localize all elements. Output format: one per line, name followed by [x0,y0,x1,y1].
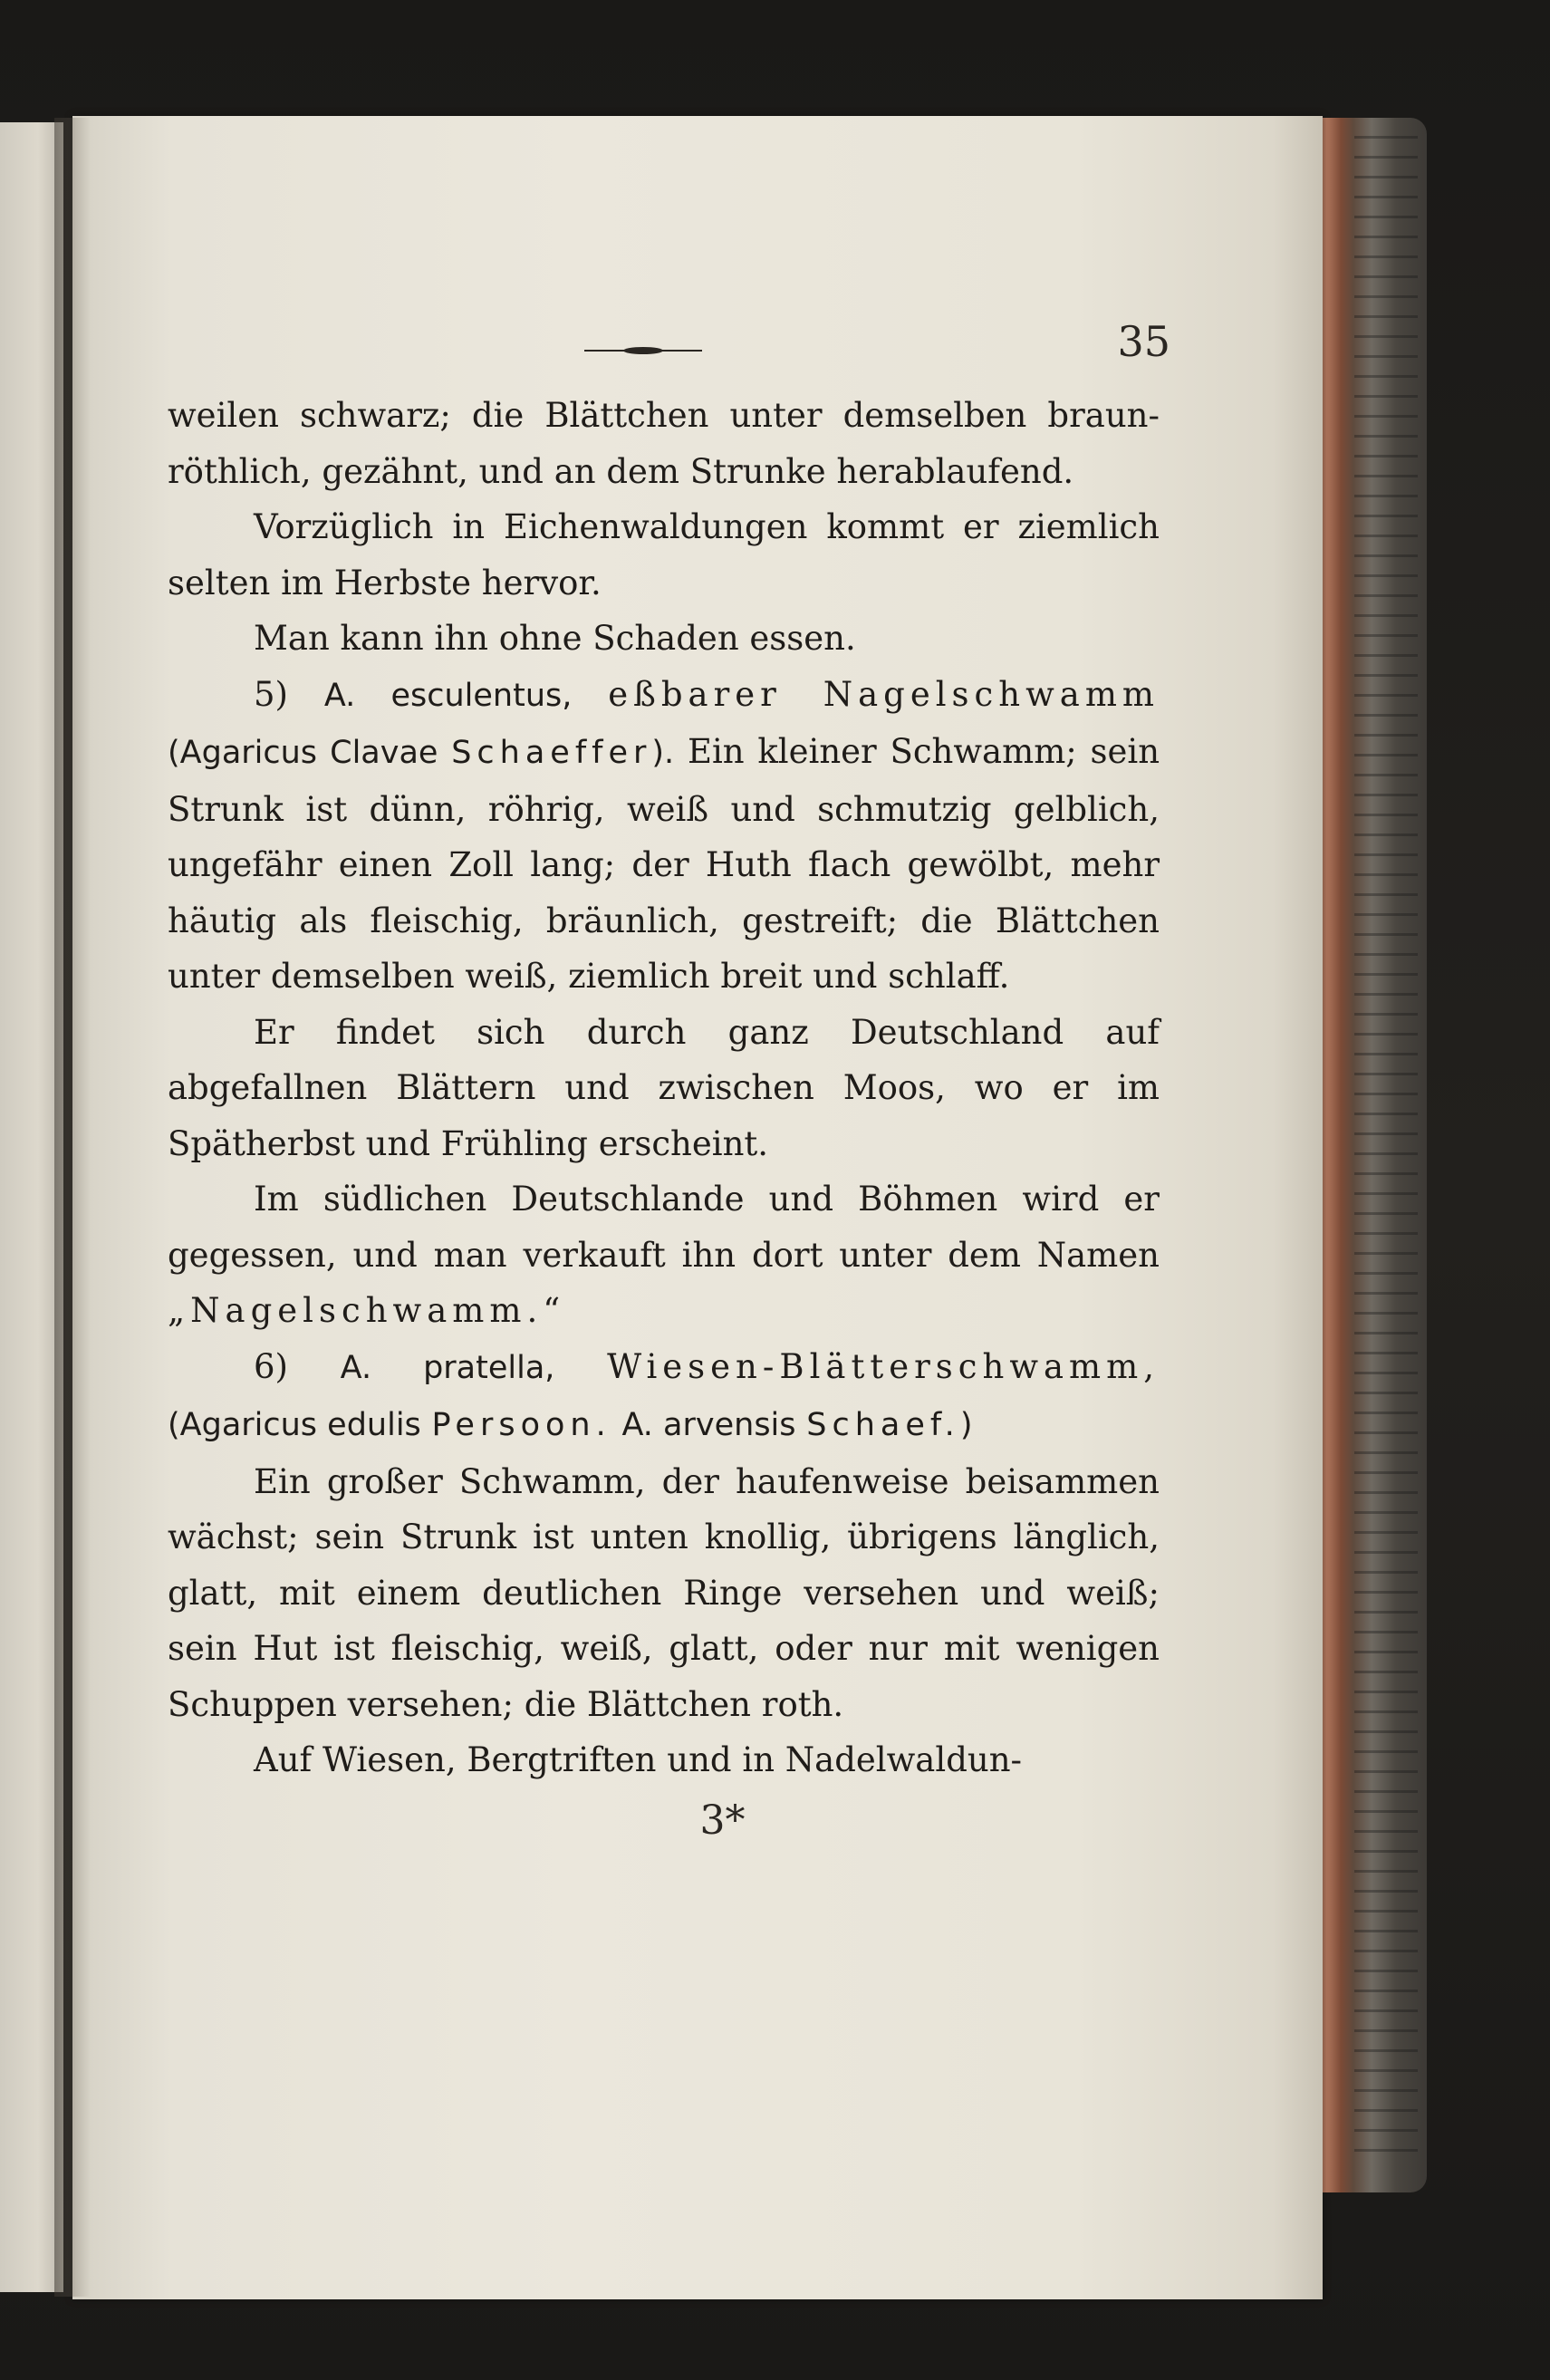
book-page [72,116,1323,2299]
synonym-close: ) [959,1407,973,1443]
latin-name: A. esculentus, [323,677,573,714]
entry-number: 6) [254,1346,288,1386]
synonym: (Agaricus edulis [168,1407,421,1443]
gutter-shadow [54,118,91,2297]
german-name: eßbarer Nagelschwamm [608,674,1160,714]
body-text [168,388,1160,1788]
entry-6-heading [168,1339,1160,1454]
synonym-author: Persoon. [431,1407,611,1443]
synonym-author-second: Schaef. [806,1407,960,1443]
signature-mark: 3* [699,1797,746,1844]
synonym: (Agaricus Clavae [168,735,438,771]
paragraph-occurrence: Vorzüglich in Eichenwaldungen kommt er ziemlich selten im Herbste hervor. [168,507,1160,602]
german-name: Wiesen-Blätterschwamm, [607,1346,1160,1386]
paragraph-continuation: weilen schwarz; die Blättchen unter demselben braun-röthlich, gezähnt, und an dem Strunke herablaufend. [168,396,1160,491]
usage-name: „Nagelschwamm.“ [168,1291,566,1330]
book-page-stack [1354,136,1418,2165]
header-ornament-icon [584,344,702,357]
latin-name: A. pratella, [340,1349,555,1386]
entry-6-description: Ein großer Schwamm, der haufenweise beisammen wächst; sein Strunk ist unten knollig, übrigens länglich, glatt, mit einem deutlichen Ringe versehen und weiß; sein Hut ist fleischig, weiß, glatt, oder nur mit wenigen Schuppen versehen; die Blättchen roth. [168,1461,1160,1724]
entry-5-usage [168,1171,1160,1339]
page-content [168,306,1170,1844]
entry-5-habitat: Er findet sich durch ganz Deutschland auf abgefallnen Blättern und zwischen Moos, wo er im Spätherbst und Frühling erscheint. [168,1012,1160,1163]
paragraph-edibility: Man kann ihn ohne Schaden essen. [254,619,856,658]
entry-6-habitat: Auf Wiesen, Bergtriften und in Nadelwaldun- [254,1740,1023,1779]
synonym-close: ). [651,735,675,771]
entry-number: 5) [254,674,288,714]
page-number: 35 [1117,317,1170,366]
usage-text: Im südlichen Deutschlande und Böhmen wird er gegessen, und man verkauft ihn dort unter dem Namen [168,1180,1160,1275]
synonym-second: A. arvensis [621,1407,796,1443]
page-header [168,306,1170,388]
entry-description: Ein kleiner Schwamm; sein Strunk ist dünn, röhrig, weiß und schmutzig gelblich, ungefähr einen Zoll lang; der Huth flach gewölbt, mehr häutig als fleischig, bräunlich, gestreift; die Blättchen unter demselben weiß, ziemlich breit und schlaff. [168,732,1160,996]
entry-5-heading [168,667,1160,1005]
synonym-author: Schaeffer [451,735,652,771]
